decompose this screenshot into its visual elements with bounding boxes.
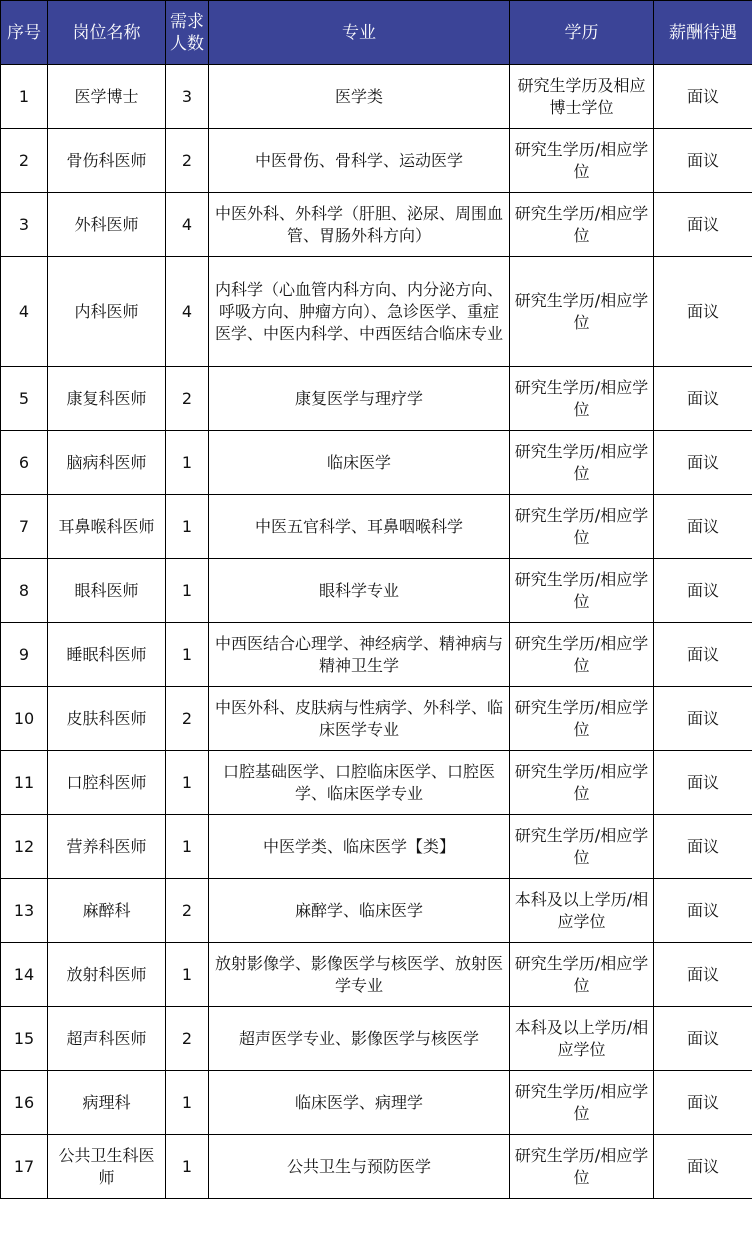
cell-education: 研究生学历/相应学位 <box>510 687 654 751</box>
table-row <box>1 129 752 193</box>
table-row <box>1 1135 752 1199</box>
cell-count: 4 <box>166 257 209 367</box>
table-row <box>1 687 752 751</box>
cell-no: 8 <box>1 559 48 623</box>
table-row <box>1 431 752 495</box>
table-row <box>1 623 752 687</box>
cell-no: 13 <box>1 879 48 943</box>
table-row <box>1 559 752 623</box>
cell-major: 内科学（心血管内科方向、内分泌方向、呼吸方向、肿瘤方向）、急诊医学、重症医学、中医内科学、中西医结合临床专业 <box>209 257 510 367</box>
table-row <box>1 751 752 815</box>
header-education: 学历 <box>510 1 654 65</box>
cell-position: 康复科医师 <box>48 367 166 431</box>
table-row <box>1 1007 752 1071</box>
cell-education: 研究生学历/相应学位 <box>510 129 654 193</box>
cell-no: 11 <box>1 751 48 815</box>
cell-major: 临床医学、病理学 <box>209 1071 510 1135</box>
cell-count: 1 <box>166 1135 209 1199</box>
cell-major: 中西医结合心理学、神经病学、精神病与精神卫生学 <box>209 623 510 687</box>
header-no: 序号 <box>1 1 48 65</box>
cell-no: 6 <box>1 431 48 495</box>
table-header-row <box>1 1 752 65</box>
cell-count: 2 <box>166 129 209 193</box>
table-row <box>1 943 752 1007</box>
cell-count: 1 <box>166 431 209 495</box>
cell-count: 2 <box>166 1007 209 1071</box>
cell-salary: 面议 <box>654 943 752 1007</box>
cell-salary: 面议 <box>654 559 752 623</box>
cell-no: 3 <box>1 193 48 257</box>
cell-education: 研究生学历/相应学位 <box>510 1135 654 1199</box>
cell-major: 中医学类、临床医学【类】 <box>209 815 510 879</box>
cell-count: 1 <box>166 559 209 623</box>
cell-count: 2 <box>166 879 209 943</box>
header-count: 需求人数 <box>166 1 209 65</box>
cell-education: 研究生学历/相应学位 <box>510 815 654 879</box>
cell-major: 口腔基础医学、口腔临床医学、口腔医学、临床医学专业 <box>209 751 510 815</box>
cell-position: 麻醉科 <box>48 879 166 943</box>
cell-salary: 面议 <box>654 65 752 129</box>
cell-major: 公共卫生与预防医学 <box>209 1135 510 1199</box>
cell-major: 放射影像学、影像医学与核医学、放射医学专业 <box>209 943 510 1007</box>
cell-no: 15 <box>1 1007 48 1071</box>
cell-position: 内科医师 <box>48 257 166 367</box>
cell-count: 1 <box>166 751 209 815</box>
table-row <box>1 193 752 257</box>
table-row <box>1 815 752 879</box>
cell-no: 14 <box>1 943 48 1007</box>
cell-position: 眼科医师 <box>48 559 166 623</box>
cell-position: 睡眠科医师 <box>48 623 166 687</box>
cell-major: 麻醉学、临床医学 <box>209 879 510 943</box>
cell-count: 1 <box>166 815 209 879</box>
cell-education: 研究生学历/相应学位 <box>510 257 654 367</box>
cell-count: 4 <box>166 193 209 257</box>
table-row <box>1 495 752 559</box>
cell-no: 4 <box>1 257 48 367</box>
cell-count: 1 <box>166 943 209 1007</box>
cell-position: 耳鼻喉科医师 <box>48 495 166 559</box>
cell-position: 骨伤科医师 <box>48 129 166 193</box>
cell-major: 中医骨伤、骨科学、运动医学 <box>209 129 510 193</box>
cell-major: 康复医学与理疗学 <box>209 367 510 431</box>
table-row <box>1 65 752 129</box>
cell-education: 研究生学历及相应博士学位 <box>510 65 654 129</box>
cell-salary: 面议 <box>654 193 752 257</box>
cell-salary: 面议 <box>654 129 752 193</box>
cell-count: 1 <box>166 1071 209 1135</box>
header-major: 专业 <box>209 1 510 65</box>
cell-major: 医学类 <box>209 65 510 129</box>
cell-education: 研究生学历/相应学位 <box>510 1071 654 1135</box>
cell-education: 本科及以上学历/相应学位 <box>510 879 654 943</box>
cell-salary: 面议 <box>654 257 752 367</box>
cell-education: 研究生学历/相应学位 <box>510 623 654 687</box>
cell-no: 1 <box>1 65 48 129</box>
cell-education: 研究生学历/相应学位 <box>510 495 654 559</box>
cell-position: 公共卫生科医师 <box>48 1135 166 1199</box>
cell-count: 1 <box>166 623 209 687</box>
cell-major: 中医外科、外科学（肝胆、泌尿、周围血管、胃肠外科方向） <box>209 193 510 257</box>
cell-position: 放射科医师 <box>48 943 166 1007</box>
cell-major: 超声医学专业、影像医学与核医学 <box>209 1007 510 1071</box>
cell-position: 医学博士 <box>48 65 166 129</box>
table-row <box>1 1071 752 1135</box>
table-row <box>1 879 752 943</box>
cell-position: 口腔科医师 <box>48 751 166 815</box>
cell-salary: 面议 <box>654 815 752 879</box>
cell-position: 营养科医师 <box>48 815 166 879</box>
cell-no: 2 <box>1 129 48 193</box>
cell-count: 2 <box>166 367 209 431</box>
table-row <box>1 257 752 367</box>
cell-salary: 面议 <box>654 879 752 943</box>
cell-position: 外科医师 <box>48 193 166 257</box>
cell-count: 3 <box>166 65 209 129</box>
cell-salary: 面议 <box>654 623 752 687</box>
cell-education: 研究生学历/相应学位 <box>510 431 654 495</box>
cell-no: 12 <box>1 815 48 879</box>
cell-no: 10 <box>1 687 48 751</box>
cell-count: 2 <box>166 687 209 751</box>
cell-no: 7 <box>1 495 48 559</box>
header-position: 岗位名称 <box>48 1 166 65</box>
cell-position: 病理科 <box>48 1071 166 1135</box>
header-salary: 薪酬待遇 <box>654 1 752 65</box>
cell-education: 研究生学历/相应学位 <box>510 751 654 815</box>
cell-salary: 面议 <box>654 495 752 559</box>
cell-no: 16 <box>1 1071 48 1135</box>
cell-major: 眼科学专业 <box>209 559 510 623</box>
cell-major: 中医五官科学、耳鼻咽喉科学 <box>209 495 510 559</box>
cell-position: 皮肤科医师 <box>48 687 166 751</box>
cell-salary: 面议 <box>654 687 752 751</box>
cell-major: 临床医学 <box>209 431 510 495</box>
cell-no: 5 <box>1 367 48 431</box>
cell-education: 研究生学历/相应学位 <box>510 943 654 1007</box>
cell-salary: 面议 <box>654 431 752 495</box>
cell-education: 本科及以上学历/相应学位 <box>510 1007 654 1071</box>
cell-position: 超声科医师 <box>48 1007 166 1071</box>
cell-major: 中医外科、皮肤病与性病学、外科学、临床医学专业 <box>209 687 510 751</box>
cell-count: 1 <box>166 495 209 559</box>
cell-education: 研究生学历/相应学位 <box>510 193 654 257</box>
cell-no: 17 <box>1 1135 48 1199</box>
cell-salary: 面议 <box>654 751 752 815</box>
cell-education: 研究生学历/相应学位 <box>510 367 654 431</box>
table-row <box>1 367 752 431</box>
cell-salary: 面议 <box>654 1135 752 1199</box>
cell-salary: 面议 <box>654 1007 752 1071</box>
cell-no: 9 <box>1 623 48 687</box>
cell-salary: 面议 <box>654 1071 752 1135</box>
cell-education: 研究生学历/相应学位 <box>510 559 654 623</box>
cell-position: 脑病科医师 <box>48 431 166 495</box>
cell-salary: 面议 <box>654 367 752 431</box>
